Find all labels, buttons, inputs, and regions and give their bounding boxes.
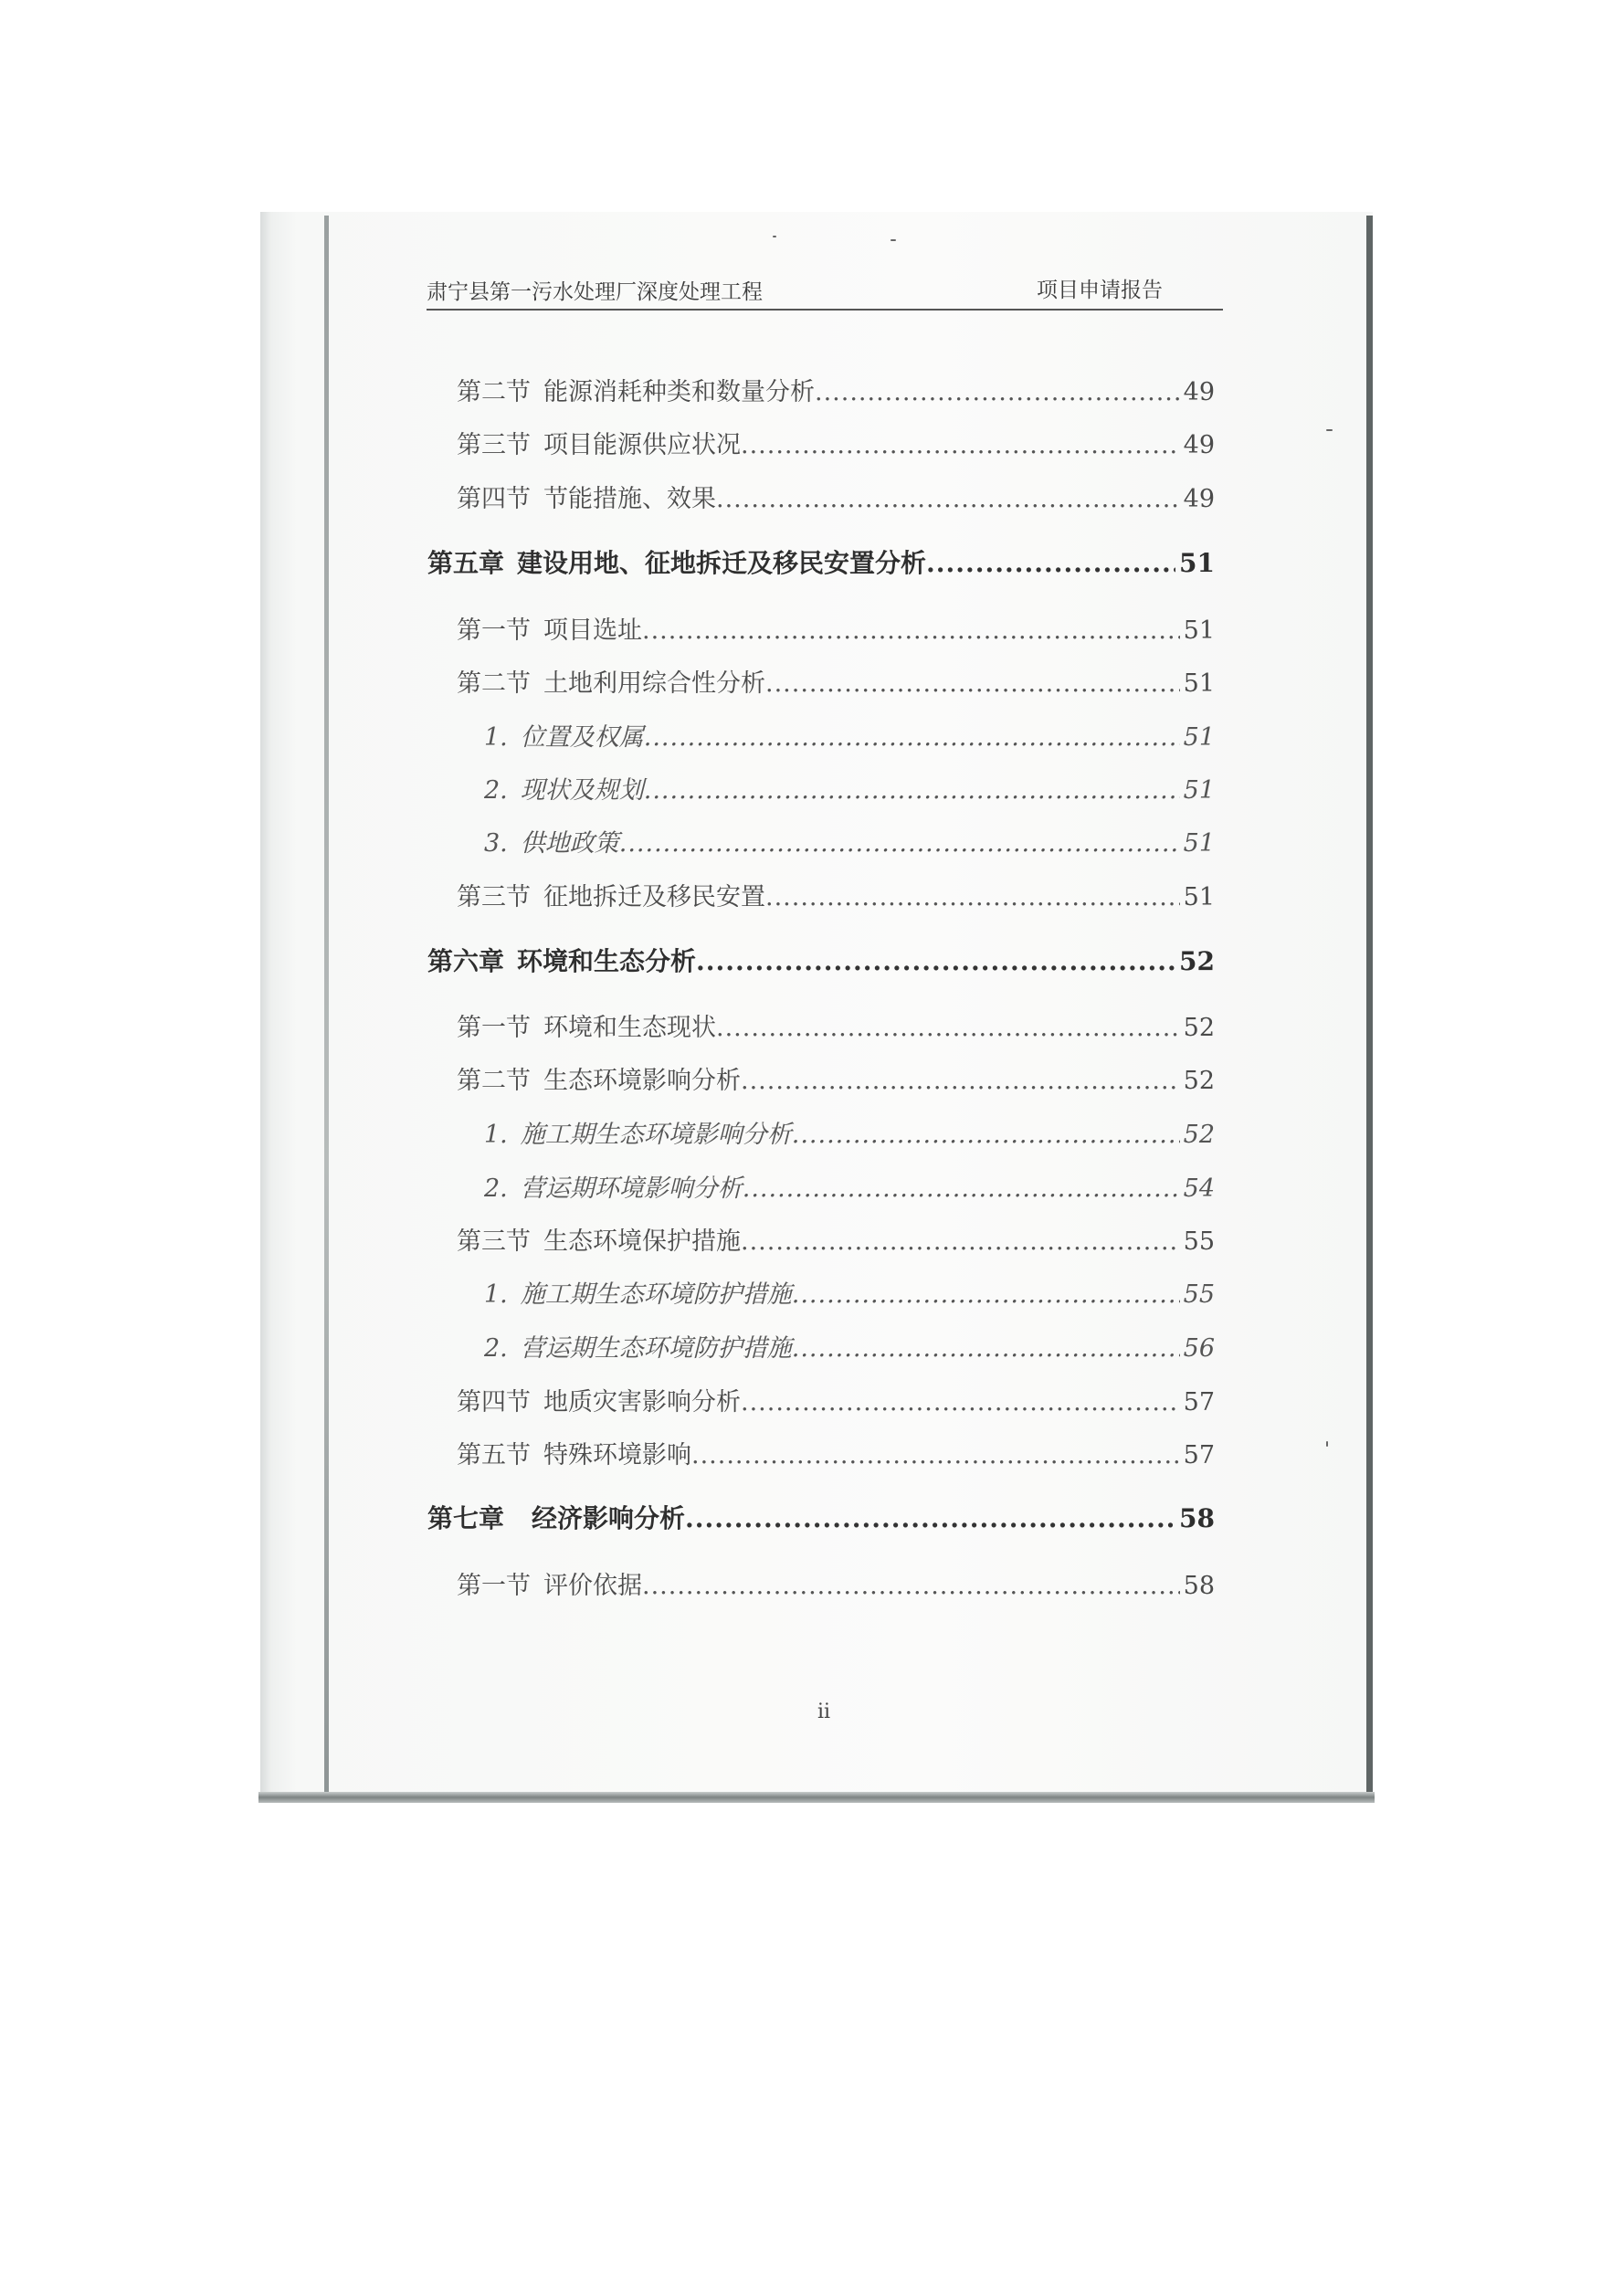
toc-entry-title: 土地利用综合性分析: [543, 669, 765, 698]
toc-entry-page: 51: [1183, 616, 1215, 645]
header-report-type: 项目申请报告: [1037, 279, 1163, 302]
toc-entry-page: 55: [1183, 1227, 1215, 1256]
toc-entry-number: 第二节: [457, 669, 531, 698]
toc-item-page: 56: [1183, 1334, 1215, 1363]
toc-chapter-page: 52: [1179, 946, 1215, 976]
toc-item-entry[interactable]: [484, 1277, 1215, 1313]
toc-chapter-page: 51: [1179, 548, 1215, 578]
toc-item-title: 营运期生态环境防护措施: [520, 1334, 792, 1363]
toc-entry-title: 节能措施、效果: [543, 485, 716, 513]
toc-entry-title: 环境和生态现状: [543, 1014, 716, 1042]
toc-entry-number: 第二节: [457, 378, 531, 406]
toc-item-number: 3.: [484, 829, 508, 858]
toc-leader-dots: [644, 773, 1180, 809]
toc-item-title: 位置及权属: [520, 723, 644, 752]
toc-item-page: 51: [1183, 829, 1215, 858]
page-number: ii: [817, 1701, 831, 1723]
toc-item-title: 营运期环境影响分析: [520, 1174, 743, 1203]
toc-item-entry[interactable]: [484, 1171, 1215, 1207]
toc-entry-title: 能源消耗种类和数量分析: [543, 378, 815, 406]
toc-leader-dots: [741, 1385, 1180, 1421]
toc-chapter-title: 环境和生态分析: [517, 946, 697, 976]
toc-item-number: 2.: [484, 776, 508, 805]
toc-item-page: 55: [1183, 1280, 1215, 1309]
toc-chapter-entry[interactable]: [427, 545, 1215, 582]
toc-item-entry[interactable]: [484, 720, 1215, 756]
toc-item-title: 供地政策: [520, 829, 619, 858]
toc-entry[interactable]: [457, 427, 1215, 464]
toc-entry-page: 51: [1183, 669, 1215, 698]
toc-entry-number: 第三节: [457, 1227, 531, 1256]
toc-leader-dots: [815, 374, 1180, 411]
toc-entry-title: 生态环境保护措施: [543, 1227, 741, 1256]
toc-leader-dots: [642, 1568, 1180, 1605]
toc-entry-title: 项目选址: [543, 616, 642, 645]
toc-entry-title: 地质灾害影响分析: [543, 1388, 741, 1417]
header-project-title: 肃宁县第一污水处理厂深度处理工程: [427, 280, 763, 304]
toc-entry[interactable]: [457, 481, 1215, 518]
toc-chapter-number: 第五章: [427, 548, 505, 578]
toc-entry[interactable]: [457, 1224, 1215, 1260]
toc-entry[interactable]: [457, 666, 1215, 702]
toc-entry-number: 第四节: [457, 485, 531, 513]
toc-entry-number: 第三节: [457, 431, 531, 459]
toc-chapter-entry[interactable]: [427, 943, 1215, 980]
toc-entry-number: 第五节: [457, 1441, 531, 1469]
toc-leader-dots: [926, 545, 1175, 582]
toc-entry-number: 第四节: [457, 1388, 531, 1417]
toc-chapter-number: 第六章: [427, 946, 505, 976]
toc-entry[interactable]: [457, 1568, 1215, 1605]
toc-leader-dots: [792, 1117, 1180, 1153]
toc-entry[interactable]: [457, 374, 1215, 411]
toc-leader-dots: [685, 1501, 1175, 1537]
toc-chapter-page: 58: [1179, 1503, 1215, 1533]
toc-entry-title: 项目能源供应状况: [543, 431, 741, 459]
toc-item-title: 现状及规划: [520, 776, 644, 805]
toc-entry-page: 57: [1183, 1441, 1215, 1469]
toc-item-page: 54: [1183, 1174, 1215, 1203]
toc-item-number: 1.: [484, 1280, 508, 1309]
toc-leader-dots: [691, 1438, 1180, 1474]
toc-leader-dots: [619, 826, 1180, 862]
toc-item-number: 2.: [484, 1174, 508, 1203]
toc-entry[interactable]: [457, 1063, 1215, 1100]
toc-item-number: 2.: [484, 1334, 508, 1363]
toc-item-title: 施工期生态环境防护措施: [520, 1280, 792, 1309]
toc-leader-dots: [741, 427, 1180, 464]
toc-leader-dots: [642, 613, 1180, 649]
toc-chapter-title: 经济影响分析: [532, 1503, 686, 1533]
toc-leader-dots: [696, 943, 1175, 980]
toc-entry-page: 49: [1183, 485, 1215, 513]
toc-entry-page: 49: [1183, 431, 1215, 459]
toc-leader-dots: [743, 1171, 1180, 1207]
toc-leader-dots: [716, 1010, 1180, 1047]
toc-item-page: 52: [1183, 1121, 1215, 1149]
toc-entry-number: 第一节: [457, 1014, 531, 1042]
toc-entry-title: 生态环境影响分析: [543, 1067, 741, 1095]
toc-entry-page: 52: [1183, 1014, 1215, 1042]
toc-chapter-title: 建设用地、征地拆迁及移民安置分析: [517, 548, 927, 578]
toc-chapter-number: 第七章: [427, 1503, 505, 1533]
toc-entry[interactable]: [457, 1010, 1215, 1047]
toc-item-entry[interactable]: [484, 826, 1215, 862]
toc-leader-dots: [644, 720, 1180, 756]
toc-entry-number: 第一节: [457, 1572, 531, 1600]
toc-item-entry[interactable]: [484, 773, 1215, 809]
toc-entry-page: 49: [1183, 378, 1215, 406]
toc-leader-dots: [765, 666, 1180, 702]
toc-leader-dots: [716, 481, 1180, 518]
toc-entry-page: 52: [1183, 1067, 1215, 1095]
toc-leader-dots: [792, 1277, 1180, 1313]
toc-chapter-entry[interactable]: [427, 1501, 1215, 1537]
toc-entry-title: 评价依据: [543, 1572, 642, 1600]
toc-leader-dots: [765, 879, 1180, 916]
toc-entry-number: 第三节: [457, 883, 531, 911]
toc-item-number: 1.: [484, 723, 508, 752]
toc-leader-dots: [741, 1224, 1180, 1260]
toc-entry[interactable]: [457, 1438, 1215, 1474]
toc-entry[interactable]: [457, 613, 1215, 649]
toc-leader-dots: [741, 1063, 1180, 1100]
toc-item-page: 51: [1183, 723, 1215, 752]
toc-entry-page: 57: [1183, 1388, 1215, 1417]
toc-item-title: 施工期生态环境影响分析: [520, 1121, 792, 1149]
toc-entry-title: 特殊环境影响: [543, 1441, 691, 1469]
toc-item-number: 1.: [484, 1121, 508, 1149]
toc-entry-number: 第一节: [457, 616, 531, 645]
toc-item-entry[interactable]: [484, 1331, 1215, 1367]
toc-entry-page: 51: [1183, 883, 1215, 911]
toc-entry-title: 征地拆迁及移民安置: [543, 883, 765, 911]
toc-entry[interactable]: [457, 1385, 1215, 1421]
toc-entry[interactable]: [457, 879, 1215, 916]
toc-leader-dots: [792, 1331, 1180, 1367]
toc-entry-page: 58: [1183, 1572, 1215, 1600]
toc-entry-number: 第二节: [457, 1067, 531, 1095]
toc-item-page: 51: [1183, 776, 1215, 805]
toc-item-entry[interactable]: [484, 1117, 1215, 1153]
